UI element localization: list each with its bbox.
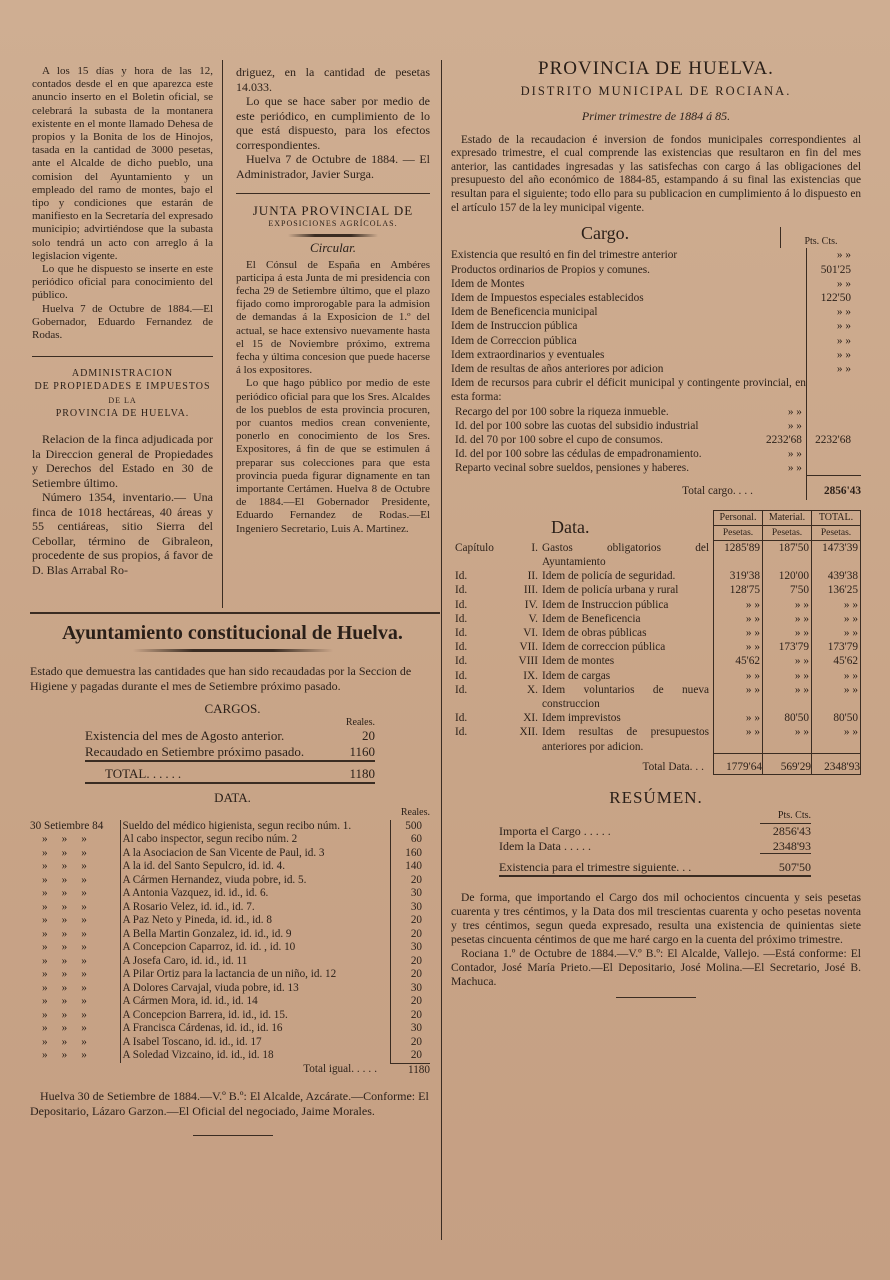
row-label: A Concepcion Caparroz, id. id. , id. 10 — [120, 941, 390, 955]
table-row — [451, 263, 861, 277]
row-value: 30 — [390, 1022, 430, 1036]
total-value: 173'79 — [812, 640, 861, 654]
pts-cts-label: Pts. Cts. — [760, 809, 811, 824]
row-label: A la Asociacion de San Vicente de Paul, id. 3 — [120, 847, 390, 861]
cargo-value: 501'25 — [806, 263, 861, 277]
cargos-heading: CARGOS. — [204, 701, 261, 716]
cargo-label: Idem de Montes — [451, 277, 525, 290]
data-block — [451, 510, 861, 776]
rociana-intro: Estado de la recaudacion é inversion de fondos municipales correspondientes al expresado trimestre, el cual comprende las existencias que resultaron en fin del mes anterior, las cantidades ingresadas y las satisfechas con cargo á las obligaciones del presupuesto del año económico de 1884-85, estampando á su final las existencias que resultan para el siguiente; todo ello para su publicacion en cumplimiento á lo dispuesto en el artículo 157 de la ley municipal vigente. — [451, 133, 861, 214]
table-row — [30, 1022, 430, 1036]
ornament-rule — [288, 234, 378, 237]
personal-value: » » — [714, 725, 763, 753]
column-2 — [236, 65, 430, 536]
capitulo: Id. — [455, 612, 468, 625]
sub-value: » » — [787, 405, 802, 418]
table-row — [30, 901, 430, 915]
material-value: » » — [763, 725, 812, 753]
material-value: » » — [763, 669, 812, 683]
cargo-label: Idem extraordinarios y eventuales — [451, 348, 605, 361]
table-row — [30, 1049, 430, 1063]
cargo-label: Existencia del mes de Agosto anterior. — [85, 728, 285, 743]
table-row — [451, 419, 861, 433]
row-ditto: »»» — [42, 900, 101, 913]
cargo-label: Idem de Instruccion pública — [451, 320, 578, 333]
rociana-data-table — [451, 510, 861, 776]
table-row — [451, 461, 861, 475]
table-row — [30, 860, 430, 874]
row-value: 20 — [390, 1009, 430, 1023]
table-row — [451, 626, 861, 640]
capitulo-num: VIII — [518, 655, 538, 668]
personal-value: 1285'89 — [714, 541, 763, 569]
rociana-section — [451, 58, 861, 998]
capitulo-num: IX. — [523, 669, 538, 682]
total-cargo-label: Total cargo. — [682, 484, 736, 497]
table-row — [451, 640, 861, 654]
sub-value: » » — [787, 448, 802, 461]
row-ditto: »»» — [42, 860, 101, 872]
sub-label: Id. del por 100 sobre las cuotas del subsidio industrial — [455, 419, 699, 432]
column-1 — [32, 65, 213, 577]
row-value: 30 — [390, 901, 430, 915]
divider — [236, 193, 430, 194]
table-row — [451, 725, 861, 753]
total-label: TOTAL. — [105, 766, 150, 781]
row-label: A Cármen Mora, id. id., id. 14 — [120, 995, 390, 1009]
row-ditto: »»» — [42, 968, 101, 980]
cargos-table — [85, 717, 375, 788]
row-label: A Pilar Ortiz para la lactancia de un niño, id. 12 — [120, 968, 390, 982]
cargo-value: » » — [806, 248, 861, 262]
admin-heading-4: PROVINCIA DE HUELVA. — [55, 407, 190, 419]
cargo-value: 122'50 — [806, 291, 861, 305]
row-date: 30 Setiembre 84 — [30, 819, 104, 832]
row-ditto: »»» — [42, 995, 101, 1007]
row-label: A Isabel Toscano, id. id., id. 17 — [120, 1036, 390, 1050]
sub-label: Recargo del por 100 sobre la riqueza inmueble. — [455, 405, 669, 418]
cargo-table — [451, 248, 861, 499]
row-ditto: »»» — [42, 833, 101, 845]
capitulo-num: X. — [527, 683, 538, 696]
table-row — [451, 669, 861, 683]
sub-value: » » — [787, 419, 802, 432]
material-value: » » — [763, 598, 812, 612]
admin-heading-3: DE LA — [108, 395, 137, 405]
resumen-table — [499, 809, 811, 877]
capitulo: Id. — [455, 712, 468, 725]
data-heading: DATA. — [214, 790, 251, 805]
reales-label: Reales. — [400, 807, 430, 818]
capitulo-label: Idem resultas de presupuestos anteriores por adicion. — [542, 726, 709, 753]
row-value: 20 — [390, 995, 430, 1009]
table-row — [30, 820, 430, 834]
capitulo: Id. — [455, 584, 468, 597]
capitulo-num: V. — [528, 612, 538, 625]
row-label: A Cármen Hernandez, viuda pobre, id. 5. — [120, 874, 390, 888]
sub-label: Reparto vecinal sobre sueldos, pensiones y haberes. — [455, 462, 690, 475]
total-igual-row: Total igual. .... 1180 — [303, 1063, 430, 1076]
table-row — [30, 955, 430, 969]
cargo-value: » » — [806, 334, 861, 348]
notice-signature: Huelva 7 de Octubre de 1884.—El Gobernador, Eduardo Fernandez de Rodas. — [32, 302, 213, 342]
total-value: 1473'39 — [812, 541, 861, 569]
cargo-label: Idem de Correccion pública — [451, 334, 577, 347]
total-igual-value: 1180 — [390, 1063, 430, 1077]
cargo-value: » » — [806, 305, 861, 319]
row-value: 20 — [390, 928, 430, 942]
total-data-row: Total Data. .. 1779'64 569'29 2348'93 — [451, 754, 861, 775]
cargo-label: Idem de resultas de años anteriores por adicion — [451, 363, 664, 375]
total-value: » » — [812, 669, 861, 683]
total-value: 80'50 — [812, 711, 861, 725]
capitulo: Id. — [455, 598, 468, 611]
column-rule-1 — [222, 60, 223, 608]
cargo-label: Idem de Impuestos especiales establecidos — [451, 291, 644, 304]
admin-heading-2: DE PROPIEDADES E IMPUESTOS — [34, 381, 211, 393]
capitulo-label: Idem de correccion pública — [542, 641, 666, 654]
material-value: » » — [763, 683, 812, 711]
row-value: 20 — [390, 968, 430, 982]
cargo-heading: Cargo. — [581, 223, 630, 244]
table-row — [451, 711, 861, 725]
cargo-label: Recaudado en Setiembre próximo pasado. — [85, 744, 305, 759]
personal-value: » » — [714, 711, 763, 725]
row-label: A Paz Neto y Pineda, id. id., id. 8 — [120, 914, 390, 928]
row-label: Al cabo inspector, segun recibo núm. 2 — [120, 833, 390, 847]
recursos-label: Idem de recursos para cubrir el déficit municipal y contingente provincial, en esta forma: — [451, 377, 806, 404]
total-igual-label: Total igual. — [303, 1063, 355, 1075]
table-row — [451, 405, 861, 419]
huelva-footer: Huelva 30 de Setiembre de 1884.—V.º B.º: El Alcalde, Azcárate.—Conforme: El Depositario, Lázaro Garzon.—El Oficial del negociado, Jaime Morales. — [30, 1089, 429, 1118]
subasta-notice: A los 15 días y hora de las 12, contados desde el en que aparezca este anuncio inserto en el Boletin oficial, se celebrará la subasta de la montanera existente en el monte llamado Dehesa de propios y la Bonita de los de Hinojos, tasada en la cantidad de 3000 pesetas, ante el Alcalde de dicho pueblo, una comision del Ayuntamiento y un empleado del ramo de montes, bajo el tipo y condiciones que estarán de manifiesto en la Secretaría del expresado municipio; advirtiéndose que la subasta solo tendrá un acto con arreglo á la legislacion vigente. — [32, 65, 213, 262]
total-cargo-row: Total cargo. ... 2856'43 — [451, 476, 861, 500]
row-value: 20 — [390, 1049, 430, 1063]
capitulo: Id. — [455, 641, 468, 654]
table-row — [451, 541, 861, 569]
resumen-heading: RESÚMEN. — [609, 788, 703, 808]
rociana-title: PROVINCIA DE HUELVA. — [538, 58, 774, 79]
row-ditto: »»» — [42, 954, 101, 967]
capitulo: Id. — [455, 726, 468, 739]
row-label: A Dolores Carvajal, viuda pobre, id. 13 — [120, 982, 390, 996]
capitulo-label: Idem de policía de seguridad. — [542, 570, 676, 583]
table-row — [30, 847, 430, 861]
row-value: 140 — [390, 860, 430, 874]
cargo-group-total: 2232'68 — [806, 433, 861, 447]
data-table — [30, 806, 430, 1077]
total-value: » » — [812, 626, 861, 640]
row-ditto: »»» — [42, 873, 101, 886]
total-value: » » — [812, 683, 861, 711]
capitulo-label: Idem de Instruccion pública — [542, 598, 669, 611]
cargo-value: » » — [806, 319, 861, 333]
col-personal: Personal. — [714, 510, 763, 525]
existencia-value: 507'50 — [760, 854, 811, 876]
capitulo: Id. — [455, 669, 468, 682]
table-row: Importa el Cargo ..... 2856'43 — [499, 823, 811, 839]
row-value: 30 — [390, 887, 430, 901]
material-value: 187'50 — [763, 541, 812, 569]
row-ditto: »»» — [42, 927, 101, 940]
total-cargo-value: 2856'43 — [806, 476, 861, 500]
table-row — [451, 305, 861, 319]
importa-value: 2856'43 — [772, 824, 811, 839]
capitulo-label: Idem voluntarios de nueva construccion — [542, 683, 709, 710]
sub-value: 2232'68 — [766, 434, 802, 447]
row-label: A la id. del Santo Sepulcro, id. id. 4. — [120, 860, 390, 874]
sub-value: » » — [787, 462, 802, 475]
table-row — [451, 319, 861, 333]
cargo-value: » » — [806, 277, 861, 291]
total-data-total: 2348'93 — [812, 754, 861, 775]
capitulo-label: Idem imprevistos — [542, 712, 621, 725]
total-data-material: 569'29 — [763, 754, 812, 775]
row-label: A Concepcion Barrera, id. id., id. 15. — [120, 1009, 390, 1023]
personal-value: » » — [714, 598, 763, 612]
rociana-subtitle: DISTRITO MUNICIPAL DE ROCIANA. — [520, 84, 792, 99]
cargo-value: 1160 — [349, 744, 375, 759]
end-rule — [193, 1135, 273, 1136]
junta-notice: Lo que hago público por medio de este periódico oficial para que los Sres. Alcaldes de los pueblos de esta provincia procuren, por cuantos medios crean conveniente, ponerlo en conocimiento de los Sres. Expositores, á fin de que se estimulen á preparar sus colecciones para que esta provincia pueda figurar dignamente en tan importante Certámen. Huelva 8 de Octubre de 1884.—El Gobernador Presidente, Eduardo Fernandez de Rodas.—El Ingeniero Secretario, Luis A. Martinez. — [236, 377, 430, 535]
row-label: Sueldo del médico higienista, segun recibo núm. 1. — [120, 820, 390, 834]
table-row — [451, 612, 861, 626]
table-row — [30, 833, 430, 847]
row-label: A Josefa Caro, id. id., id. 11 — [120, 955, 390, 969]
capitulo: Id. — [455, 655, 468, 668]
junta-heading: JUNTA PROVINCIAL DE — [252, 203, 414, 218]
material-value: 120'00 — [763, 569, 812, 583]
ornament-rule — [133, 649, 333, 652]
row-label: A Rosario Velez, id. id., id. 7. — [120, 901, 390, 915]
admin-signature: Huelva 7 de Octubre de 1884. — El Administrador, Javier Surga. — [236, 152, 430, 181]
cargo-label: Idem de Beneficencia municipal — [451, 306, 598, 319]
notice-publish: Lo que he dispuesto se inserte en este periódico oficial para conocimiento del público. — [32, 263, 213, 302]
table-row — [451, 291, 861, 305]
row-value: 20 — [390, 1036, 430, 1050]
personal-value: 319'38 — [714, 569, 763, 583]
table-row: Existencia para el trimestre siguiente. .. 507'50 — [499, 854, 811, 876]
finca-text: Número 1354, inventario.— Una finca de 1018 hectáreas, 40 áreas y 55 centiáreas, sitio Sierra del Cebollar, término de Gibraleon, procedente de sus propios, á favor de D. Blas Arrabal Ro- — [32, 490, 213, 577]
total-value: 45'62 — [812, 654, 861, 668]
relacion-text: Relacion de la finca adjudicada por la Direccion general de Propiedades y Derechos del Estado en 30 de Setiembre último. — [32, 432, 213, 490]
cargo-value: » » — [806, 362, 861, 376]
total-value: 136'25 — [812, 583, 861, 597]
row-ditto: »»» — [42, 1022, 101, 1034]
row-value: 30 — [390, 941, 430, 955]
total-value: » » — [812, 612, 861, 626]
capitulo-num: XII. — [519, 726, 538, 739]
capitulo: Id. — [455, 626, 468, 639]
col-total: TOTAL. — [812, 510, 861, 525]
total-data-label: Total Data. — [642, 760, 693, 773]
divider — [32, 356, 213, 357]
total-row: TOTAL. ..... 1180 — [105, 766, 375, 781]
sub-label: Id. del 70 por 100 sobre el cupo de consumos. — [455, 434, 664, 447]
table-row — [30, 928, 430, 942]
admin-heading-1: ADMINISTRACION — [71, 368, 174, 380]
rociana-signature: Rociana 1.º de Octubre de 1884.—V.º B.º: El Alcalde, Vallejo. —Está conforme: El Contador, José María Prieto.—El Depositario, José Molina.—El Secretario, José B. Machuca. — [451, 946, 861, 988]
capitulo-num: XI. — [523, 712, 538, 725]
junta-subheading: EXPOSICIONES AGRÍCOLAS. — [268, 219, 398, 229]
table-row: Idem la Data ..... 2348'93 — [499, 838, 811, 853]
table-row — [451, 248, 861, 262]
capitulo: Id. — [455, 570, 468, 583]
total-value: 439'38 — [812, 569, 861, 583]
table-row — [451, 569, 861, 583]
row-value: 500 — [390, 820, 430, 834]
capitulo: Capítulo — [455, 541, 494, 554]
end-rule — [616, 997, 696, 998]
personal-value: » » — [714, 683, 763, 711]
material-value: » » — [763, 612, 812, 626]
cargo-label: Existencia que resultó en fin del trimestre anterior — [451, 249, 678, 262]
row-ditto: »»» — [42, 887, 101, 899]
material-value: 80'50 — [763, 711, 812, 725]
personal-value: » » — [714, 640, 763, 654]
table-row — [451, 683, 861, 711]
pts-cts-label: Pts. Cts. — [780, 227, 861, 248]
table-row — [30, 1036, 430, 1050]
rociana-trimestre: Primer trimestre de 1884 á 85. — [581, 109, 731, 124]
capitulo-num: III. — [523, 584, 538, 597]
personal-value: 45'62 — [714, 654, 763, 668]
row-label: A Francisca Cárdenas, id. id., id. 16 — [120, 1022, 390, 1036]
table-row — [30, 968, 430, 982]
table-row — [30, 874, 430, 888]
reales-label: Reales. — [345, 717, 375, 728]
table-row — [451, 447, 861, 461]
capitulo-label: Idem de obras públicas — [542, 626, 647, 639]
row-value: 20 — [390, 914, 430, 928]
cargo-block — [451, 223, 861, 500]
col-material: Material. — [763, 510, 812, 525]
capitulo-label: Idem de policía urbana y rural — [542, 584, 679, 597]
table-row — [30, 941, 430, 955]
personal-value: 128'75 — [714, 583, 763, 597]
pesetas-label: Pesetas. — [714, 526, 763, 541]
table-row — [451, 598, 861, 612]
consul-text: El Cónsul de España en Ambéres participa á esta Junta de mi presidencia con fecha 29 de Setiembre último, que el plazo fijado como improrogable para la admision de demandas á la Exposicion de 1.º del actual, se hace extensivo nuevamente hasta el 15 de Noviembre próximo, extrema fecha y última concesion que puede hacerse á los expositores. — [236, 258, 430, 377]
circular-title: Circular. — [309, 240, 357, 256]
row-ditto: »»» — [42, 941, 101, 953]
row-ditto: »»» — [42, 1008, 101, 1021]
rociana-data-heading: Data. — [551, 517, 590, 538]
row-value: 30 — [390, 982, 430, 996]
capitulo-num: IV. — [524, 598, 538, 611]
cargo-label: Productos ordinarios de Propios y comunes. — [451, 263, 650, 276]
row-value: 20 — [390, 874, 430, 888]
row-ditto: »»» — [42, 1035, 101, 1048]
section-rule — [30, 612, 440, 614]
capitulo-num: VII. — [519, 641, 538, 654]
huelva-section — [30, 622, 435, 1136]
row-value: 160 — [390, 847, 430, 861]
row-ditto: »»» — [42, 1049, 101, 1061]
cargo-value: » » — [806, 348, 861, 362]
row-label: A Antonia Vazquez, id. id., id. 6. — [120, 887, 390, 901]
personal-value: » » — [714, 626, 763, 640]
table-row — [85, 744, 375, 761]
total-value: 1180 — [349, 766, 375, 781]
idem-data-label: Idem la Data — [499, 838, 561, 853]
table-row — [451, 654, 861, 668]
row-value: 60 — [390, 833, 430, 847]
capitulo-label: Idem de Beneficencia — [542, 612, 641, 625]
capitulo-label: Idem de montes — [542, 655, 615, 668]
pesetas-label: Pesetas. — [763, 526, 812, 541]
table-row — [85, 728, 375, 744]
personal-value: » » — [714, 669, 763, 683]
total-value: » » — [812, 598, 861, 612]
importa-label: Importa el Cargo — [499, 823, 581, 838]
material-value: » » — [763, 626, 812, 640]
table-row — [30, 995, 430, 1009]
row-label: A Bella Martin Gonzalez, id. id., id. 9 — [120, 928, 390, 942]
material-value: 173'79 — [763, 640, 812, 654]
material-value: 7'50 — [763, 583, 812, 597]
idem-data-value: 2348'93 — [760, 839, 811, 854]
table-row — [451, 433, 861, 447]
recursos-row — [451, 376, 861, 404]
row-value: 20 — [390, 955, 430, 969]
huelva-intro: Estado que demuestra las cantidades que han sido recaudadas por la Seccion de Higiene y pagadas durante el mes de Setiembre próximo pasado. — [30, 664, 412, 693]
capitulo-num: VI. — [523, 626, 538, 639]
pesetas-label: Pesetas. — [812, 526, 861, 541]
column-rule-2 — [441, 60, 442, 1240]
finca-continued: driguez, en la cantidad de pesetas 14.033. — [236, 65, 430, 94]
row-ditto: »»» — [42, 981, 101, 994]
table-row — [30, 982, 430, 996]
table-row — [30, 1009, 430, 1023]
capitulo-label: Idem de cargas — [542, 669, 611, 682]
table-row — [451, 348, 861, 362]
table-row — [451, 334, 861, 348]
rociana-closing: De forma, que importando el Cargo dos mil ochocientos cincuenta y seis pesetas cuarenta y tres céntimos, y la Data dos mil trescientas cuarenta y ocho pesetas noventa y tres céntimos, segun queda expresado, resulta una existencia de quinientas siete pesetas cincuenta céntimos de que me haré cargo en la cuenta del próximo trimestre. — [451, 890, 861, 946]
capitulo: Id. — [455, 683, 468, 696]
sub-label: Id. del por 100 sobre las cédulas de empadronamiento. — [455, 448, 702, 461]
cargo-value: 20 — [362, 728, 375, 743]
row-ditto: »»» — [42, 846, 101, 859]
table-row — [451, 583, 861, 597]
personal-value: » » — [714, 612, 763, 626]
total-data-personal: 1779'64 — [714, 754, 763, 775]
capitulo-num: II. — [527, 570, 538, 583]
table-row — [30, 914, 430, 928]
row-label: A Soledad Vizcaino, id. id., id. 18 — [120, 1049, 390, 1063]
material-value: » » — [763, 654, 812, 668]
table-row — [451, 362, 861, 376]
table-row — [30, 887, 430, 901]
existencia-label: Existencia para el trimestre siguiente. — [499, 859, 680, 874]
row-ditto: »»» — [42, 914, 101, 926]
total-value: » » — [812, 725, 861, 753]
huelva-title: Ayuntamiento constitucional de Huelva. — [62, 622, 403, 644]
table-row — [451, 277, 861, 291]
admin-notice: Lo que se hace saber por medio de este periódico, en cumplimiento de lo que está dispuesto, para los efectos correspondientes. — [236, 94, 430, 152]
capitulo-label: Gastos obligatorios del Ayuntamiento — [542, 541, 709, 568]
capitulo-num: I. — [531, 541, 538, 554]
